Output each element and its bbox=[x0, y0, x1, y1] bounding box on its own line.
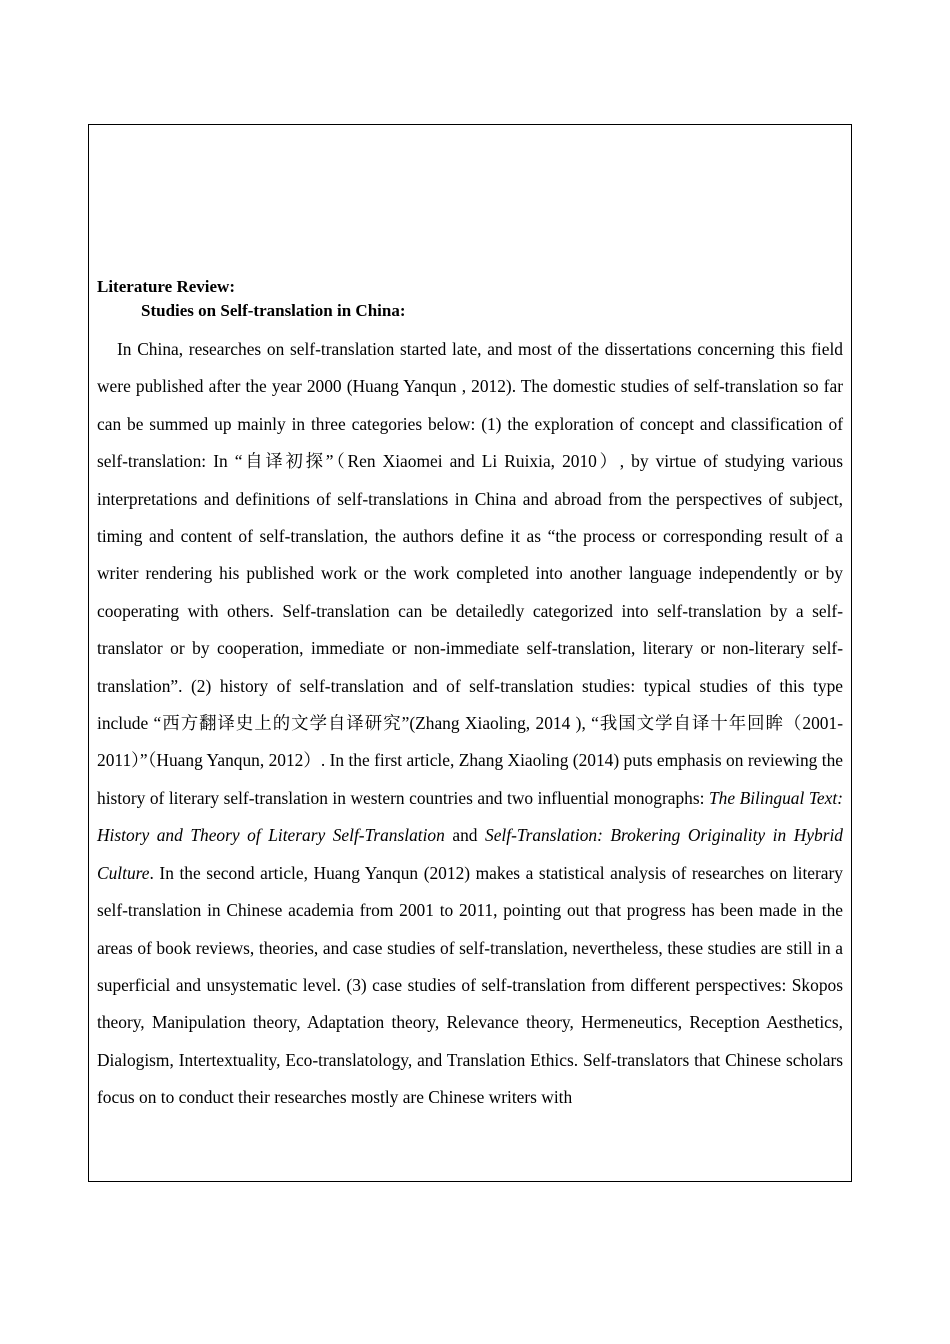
section-subheading: Studies on Self-translation in China: bbox=[141, 301, 406, 320]
paragraph-text-3: . In the second article, Huang Yanqun (2012) makes a statistical analysis of researches on literary self-translation in Chinese academia from 2001 to 2011, pointing out that progress has been made in the areas of book reviews, theories, and case studies of self-translation, nevertheless, these studies are still in a superficial and unsystematic level. (3) case studies of self-translation from different perspectives: Skopos theory, Manipulation theory, Adaptation theory, Relevance theory, Hermeneutics, Reception Aesthetics, Dialogism, Intertextuality, Eco-translatology, and Translation Ethics. Self-translators that Chinese scholars focus on to conduct their researches mostly are Chinese writers with bbox=[97, 862, 843, 1108]
book-title-2: Self-Translation: Brokering Originality in Hybrid Culture bbox=[97, 825, 843, 883]
paragraph-text-1: In China, researches on self-translation started late, and most of the dissertations concerning this field were published after the year 2000 (Huang Yanqun , 2012). The domestic studies of self-translation so far can be summed up mainly in three categories below: (1) the exploration of concept and classification of self-translation: In “自译初探”（Ren Xiaomei and Li Ruixia, 2010）, by virtue of studying various interpretations and definitions of self-translations in China and abroad from the perspectives of subject, timing and content of self-translation, the authors define it as “the process or corresponding result of a writer rendering his published work or the work completed into another language independently or by cooperating with others. Self-translation can be detailedly categorized into self-translation by a self-translator or by cooperation, immediate or non-immediate self-translation, literary or non-literary self-translation”. (2) history of self-translation and of self-translation studies: typical studies of this type include “西方翻译史上的文学自译研究”(Zhang Xiaoling, 2014 ), “我国文学自译十年回眸（2001-2011）”（Huang Yanqun, 2012）. In the first article, Zhang Xiaoling (2014) puts emphasis on reviewing the history of literary self-translation in western countries and two influential monographs: bbox=[97, 339, 843, 808]
body-paragraph bbox=[97, 331, 843, 1117]
content-frame bbox=[88, 124, 852, 1182]
paragraph-text-2: and bbox=[444, 825, 486, 846]
document-body bbox=[97, 275, 843, 1117]
section-heading: Literature Review: bbox=[97, 277, 235, 296]
book-title-1: The Bilingual Text: History and Theory of Literary Self-Translation bbox=[97, 787, 843, 846]
